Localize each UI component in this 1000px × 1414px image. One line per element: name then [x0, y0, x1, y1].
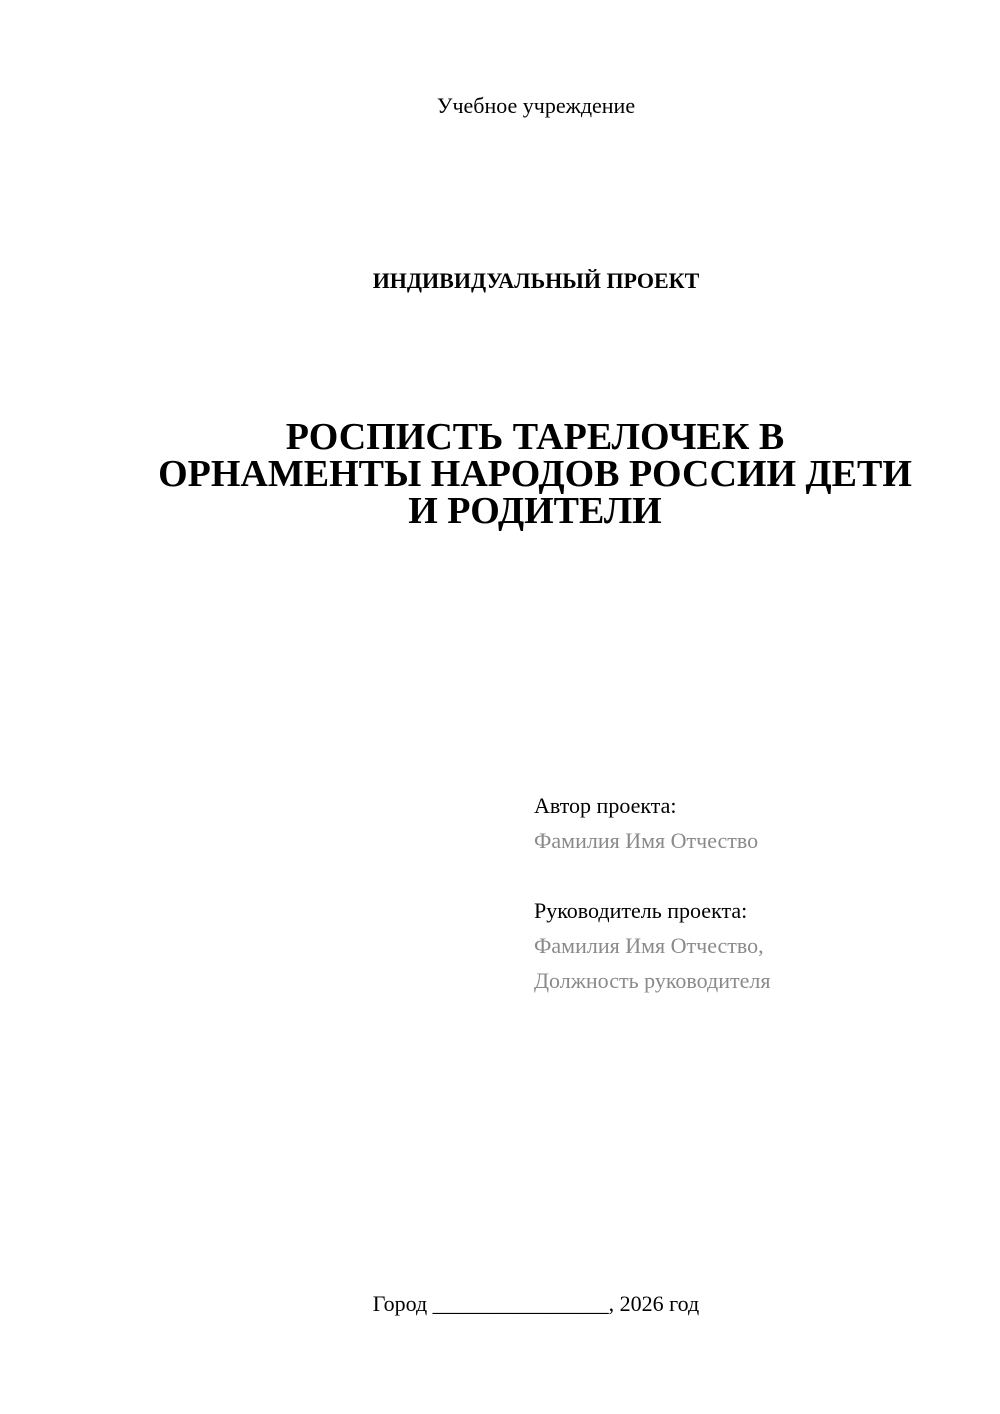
author-name: Фамилия Имя Отчество: [534, 828, 759, 853]
credits-spacer: [534, 858, 974, 893]
credits-block: [534, 788, 974, 998]
project-title-line-3: И РОДИТЕЛИ: [408, 490, 662, 532]
city-year-line: [0, 1290, 1000, 1318]
supervisor-position: Должность руководителя: [534, 968, 771, 993]
city-blank: ________________: [432, 1291, 609, 1316]
supervisor-label: Руководитель проекта:: [534, 898, 748, 923]
institution-name: Учебное учреждение: [436, 93, 636, 118]
year-text: , 2026 год: [608, 1291, 700, 1316]
project-title: [120, 416, 950, 532]
project-title-line-1: РОСПИСТЬ ТАРЕЛОЧЕК В: [285, 416, 785, 458]
project-type-heading: ИНДИВИДУАЛЬНЫЙ ПРОЕКТ: [372, 268, 700, 293]
city-label: Город: [372, 1291, 428, 1316]
supervisor-name: Фамилия Имя Отчество,: [534, 933, 764, 958]
project-title-line-2: ОРНАМЕНТЫ НАРОДОВ РОССИИ ДЕТИ: [158, 453, 912, 495]
author-label: Автор проекта:: [534, 793, 677, 818]
